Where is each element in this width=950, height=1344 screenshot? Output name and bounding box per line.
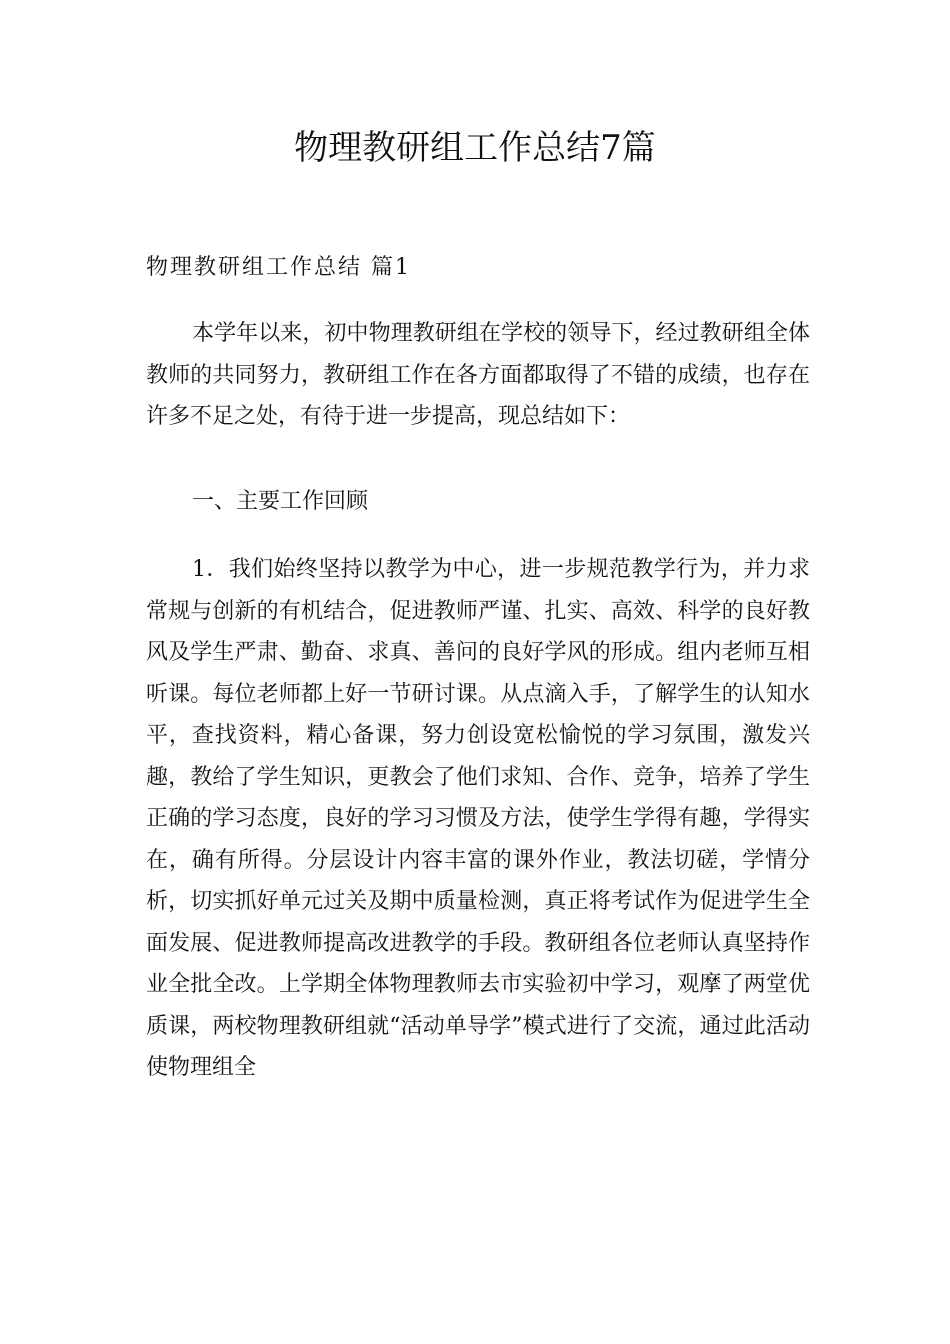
section-heading: 物理教研组工作总结 篇1 <box>146 255 411 280</box>
paragraph-item-1: 1．我们始终坚持以教学为中心，进一步规范教学行为，并力求常规与创新的有机结合，促进教师严谨、扎实、高效、科学的良好教风及学生严肃、勤奋、求真、善问的良好学风的形成。组内老师互相听课。每位老师都上好一节研讨课。从点滴入手，了解学生的认知水平，查找资料，精心备课，努力创设宽松愉悦的学习氛围，激发兴趣，教给了学生知识，更教会了他们求知、合作、竞争，培养了学生正确的学习态度，良好的学习习惯及方法，使学生学得有趣，学得实在，确有所得。分层设计内容丰富的课外作业，教法切磋，学情分析，切实抓好单元过关及期中质量检测，真正将考试作为促进学生全面发展、促进教师提高改进教学的手段。教研组各位老师认真坚持作业全批全改。上学期全体物理教师去市实验初中学习，观摩了两堂优质课，两校物理教研组就“活动单导学”模式进行了交流，通过此活动使物理组全 <box>146 557 810 1080</box>
paragraph-subheading: 一、主要工作回顾 <box>192 489 369 514</box>
paragraph-intro: 本学年以来，初中物理教研组在学校的领导下，经过教研组全体教师的共同努力，教研组工作在各方面都取得了不错的成绩，也存在许多不足之处，有待于进一步提高，现总结如下： <box>146 321 810 429</box>
document-title: 物理教研组工作总结7篇 <box>294 128 656 168</box>
